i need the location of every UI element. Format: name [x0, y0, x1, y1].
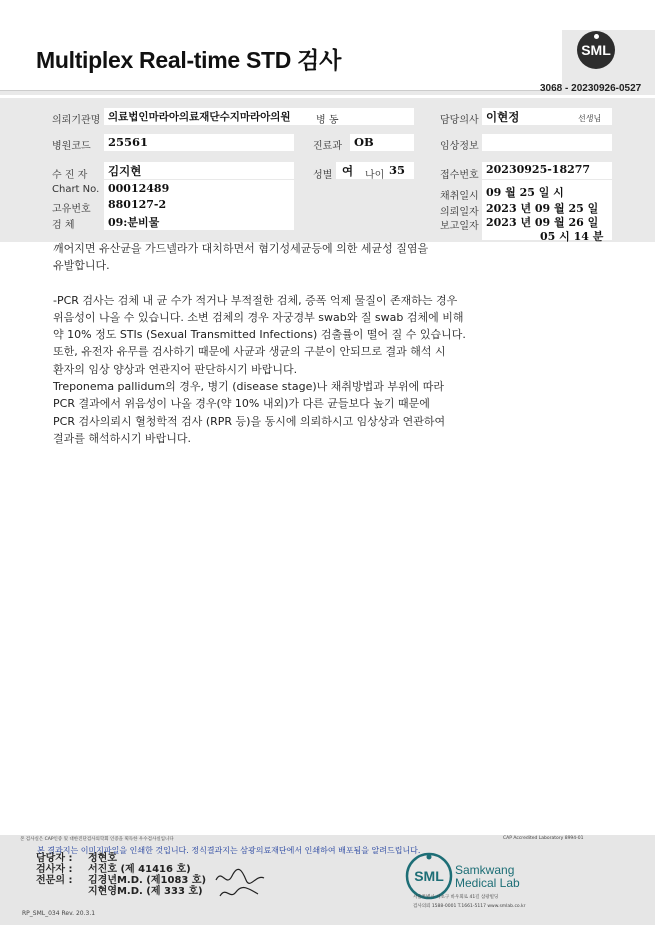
comment-line: Treponema pallidum의 경우, 병기 (disease stage)나 채취방법과 부위에 따라	[53, 380, 444, 394]
specimen-label: 검 체	[52, 220, 75, 231]
chart-no-label: Chart No.	[52, 184, 100, 195]
comment-line: 또한, 유전자 유무를 검사하기 때문에 사균과 생균의 구분이 안되므로 결과 해석 시	[53, 345, 446, 359]
age-label: 나이	[365, 170, 385, 181]
hospital-code-value: 25561	[108, 135, 149, 149]
signatory-role: 검사자 :	[36, 864, 73, 875]
collect-value: 09 월 25 일 시	[486, 186, 564, 199]
signatory-row	[36, 864, 206, 875]
form-id: RP_SML_034 Rev. 20.3.1	[22, 910, 96, 917]
accreditation-note: 본 검사실은 CAP인증 및 대한진단검사의학회 인증을 획득한 우수검사실입니다	[20, 837, 174, 842]
comment-line: 깨어지면 유산균을 가드넬라가 대치하면서 혐기성세균등에 의한 세균성 질염을	[53, 242, 429, 255]
comment-line: PCR 검사의뢰시 혈청학적 검사 (RPR 등)을 동시에 의뢰하시고 임상상과 연관하여	[53, 414, 446, 428]
unique-no-value: 880127-2	[108, 198, 167, 211]
sex-label: 성별	[313, 170, 333, 181]
comment-line: 위음성이 나올 수 있습니다. 소변 검체의 경우 자궁경부 swab와 질 swab 검체에 비해	[53, 310, 464, 324]
comment-line: PCR 결과에서 위음성이 나올 경우(약 10% 내외)가 다른 균들보다 높기 때문에	[53, 397, 430, 411]
signatory-row	[36, 886, 206, 897]
chart-no-value: 00012489	[108, 182, 170, 195]
dept-label: 진료과	[313, 141, 342, 152]
comment-line: 유발합니다.	[53, 259, 110, 273]
lab-address-line1: 서울특별시 서초구 바우뫼로 41길 삼광빌딩	[413, 895, 499, 900]
lab-name-line2: Medical Lab	[455, 876, 520, 890]
patient-name-value: 김지현	[108, 164, 142, 178]
receipt-value: 20230925-18277	[486, 163, 591, 176]
lab-address	[413, 893, 526, 911]
sex-value: 여	[342, 164, 354, 178]
result-comment	[53, 240, 523, 447]
report-time: 05 시 14 분	[540, 230, 604, 243]
signatory-row	[36, 853, 206, 864]
signatories	[36, 853, 206, 897]
dept-value: OB	[354, 135, 374, 149]
lab-name-line1: Samkwang	[455, 863, 515, 877]
unique-no-label: 고유번호	[52, 204, 91, 215]
sml-logo	[577, 31, 615, 69]
request-label: 의뢰일자	[440, 207, 479, 218]
institution-value: 의료법인마라아의료재단수지마라아의원	[108, 111, 291, 123]
lab-address-line2: 검사의뢰 1588-0001 T.1661-5117 www.smlab.co.kr	[413, 904, 526, 909]
signatory-name: 정현호	[88, 853, 117, 864]
doctor-value: 이현정	[486, 110, 520, 124]
samkwang-logo-text: SML	[414, 868, 444, 884]
comment-line: 약 10% 정도 STIs (Sexual Transmitted Infections) 검출률이 떨어 질 수 있습니다.	[53, 328, 466, 342]
report-value: 2023 년 09 월 26 일	[486, 216, 599, 229]
ward-label: 병 동	[316, 115, 339, 126]
signatory-role: 담당자 :	[36, 853, 73, 864]
receipt-label: 접수번호	[440, 170, 479, 181]
doctor-label: 담당의사	[440, 115, 479, 126]
hospital-code-label: 병원코드	[52, 141, 91, 152]
patient-name-label: 수 진 자	[52, 170, 88, 181]
collect-label: 채취일시	[440, 191, 479, 202]
doctor-suffix: 선생님	[578, 114, 602, 123]
signatory-name: 지현영M.D. (제 333 호)	[88, 886, 203, 897]
specimen-value: 09:분비물	[108, 216, 160, 229]
cap-note: CAP Accredited Laboratory 8994-01	[503, 836, 584, 841]
logo-text: SML	[581, 42, 611, 58]
clinical-info-field	[482, 134, 612, 151]
image-print-notice: 본 결과지는 이미지파일을 인쇄한 것입니다. 정식결과지는 삼광의료재단에서 인쇄하여 배포됨을 알려드립니다.	[37, 846, 421, 855]
logo-dot	[594, 34, 599, 39]
comment-line: 환자의 임상 양상과 연관지어 판단하시기 바랍니다.	[53, 362, 298, 376]
request-value: 2023 년 09 월 25 일	[486, 202, 599, 215]
signatory-role: 전문의 :	[36, 875, 73, 886]
report-label: 보고일자	[440, 221, 479, 232]
handwritten-signature	[212, 866, 272, 902]
signatory-row	[36, 875, 206, 886]
clinical-info-label: 임상정보	[440, 141, 479, 152]
institution-label: 의뢰기관명	[52, 115, 101, 126]
comment-line: -PCR 검사는 검체 내 균 수가 적거나 부적절한 검체, 증폭 억제 물질이 존재하는 경우	[53, 293, 458, 307]
report-title: Multiplex Real-time STD 검사	[36, 47, 342, 73]
age-value: 35	[389, 163, 406, 177]
signatory-name: 서진호 (제 41416 호)	[88, 864, 191, 875]
document-number-line1: 3068 - 20230926-0527	[540, 83, 642, 94]
signatory-name: 김경년M.D. (제1083 호)	[88, 875, 207, 886]
lab-name	[455, 864, 520, 890]
patient-info-panel	[0, 98, 655, 242]
comment-line: 결과를 해석하시기 바랍니다.	[53, 431, 192, 445]
